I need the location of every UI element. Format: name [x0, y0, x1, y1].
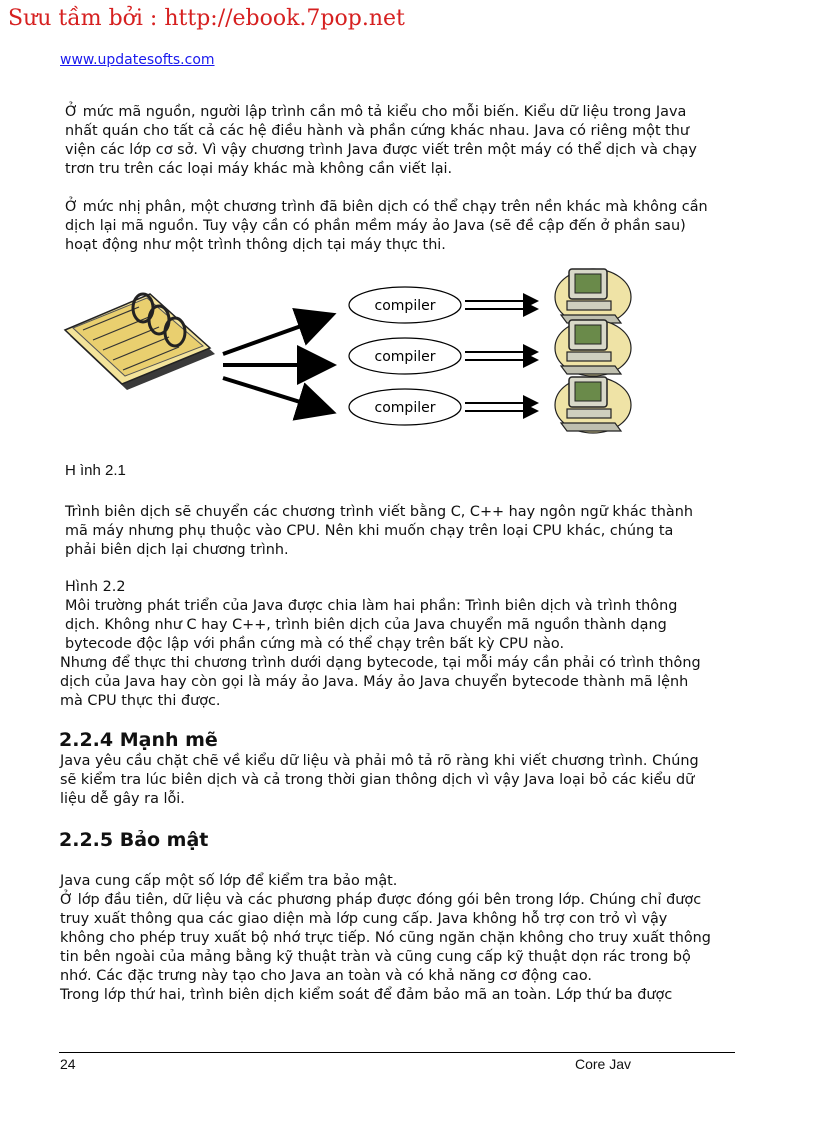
text-line: phải biên dịch lại chương trình. [65, 542, 289, 558]
text-line: mã máy nhưng phụ thuộc vào CPU. Nên khi muốn chạy trên loại CPU khác, chúng ta [65, 523, 674, 539]
page-number: 24 [60, 1056, 76, 1072]
section-heading-robust: 2.2.4 Mạnh mẽ [59, 729, 218, 751]
text-line: Nhưng để thực thi chương trình dưới dạng bytecode, tại mỗi máy cần phải có trình thông [60, 655, 701, 671]
arrow-to-computer-3 [465, 403, 537, 411]
compiler-node-2 [349, 338, 461, 374]
intro-paragraph-1 [65, 103, 697, 179]
text-line: trơn tru trên các loại máy khác mà không cần viết lại. [65, 161, 453, 177]
text-line: truy xuất thông qua các giao diện mà lớp cung cấp. Java không hỗ trợ con trỏ vì vậy [60, 911, 668, 927]
arrow-to-computer-1 [465, 301, 537, 309]
text-line: liệu dễ gây ra lỗi. [60, 791, 185, 807]
text-line: dịch. Không như C hay C++, trình biên dịch của Java chuyển mã nguồn thành dạng [65, 617, 667, 633]
source-banner: Sưu tầm bởi : http://ebook.7pop.net [8, 6, 405, 31]
figure-caption-2-2: Hình 2.2 [65, 579, 126, 595]
text-line: Trong lớp thứ hai, trình biên dịch kiểm soát để đảm bảo mã an toàn. Lớp thứ ba được [60, 987, 673, 1003]
text-line: nhất quán cho tất cả các hệ điều hành và phần cứng khác nhau. Java có riêng một thư [65, 123, 690, 139]
computer-icon [555, 377, 631, 433]
figure-caption-2-1: H ình 2.1 [65, 462, 126, 479]
website-link[interactable]: www.updatesofts.com [60, 52, 215, 68]
text-line: Môi trường phát triển của Java được chia làm hai phần: Trình biên dịch và trình thông [65, 598, 678, 614]
text-line: dịch của Java hay còn gọi là máy ảo Java. Máy ảo Java chuyển bytecode thành mã lệnh [60, 674, 689, 690]
arrow-to-compiler-1 [223, 316, 329, 354]
arrow-to-computer-2 [465, 352, 537, 360]
intro-paragraph-2 [65, 198, 708, 255]
text-line: Java yêu cầu chặt chẽ về kiểu dữ liệu và phải mô tả rõ ràng khi viết chương trình. Chúng [60, 753, 699, 769]
source-code-book-icon [65, 294, 215, 390]
text-line: mà CPU thực thi được. [60, 693, 221, 709]
compiler-node-3 [349, 389, 461, 425]
text-line: hoạt động như một trình thông dịch tại máy thực thi. [65, 237, 446, 253]
computer-icon [555, 320, 631, 376]
text-line: tin bên ngoài của mảng bằng kỹ thuật tràn và cũng cung cấp kỹ thuật dọn rác trong bộ [60, 949, 691, 965]
compiler-label: compiler [374, 349, 436, 365]
arrow-to-compiler-3 [223, 378, 329, 411]
compile-paragraph [65, 503, 693, 560]
text-line: Trình biên dịch sẽ chuyển các chương trình viết bằng C, C++ hay ngôn ngữ khác thành [65, 504, 693, 520]
text-line: bytecode độc lập với phần cứng mà có thể chạy trên bất kỳ CPU nào. [65, 636, 565, 652]
footer-divider [59, 1052, 735, 1053]
text-line: Ở lớp đầu tiên, dữ liệu và các phương pháp được đóng gói bên trong lớp. Chúng chỉ được [60, 892, 702, 908]
text-line: sẽ kiểm tra lúc biên dịch và cả trong thời gian thông dịch vì vậy Java loại bỏ các kiểu dữ [60, 772, 695, 788]
text-line: dịch lại mã nguồn. Tuy vậy cần có phần mềm máy ảo Java (sẽ đề cập đến ở phần sau) [65, 218, 686, 234]
text-line: nhớ. Các đặc trưng này tạo cho Java an toàn và có khả năng cơ động cao. [60, 968, 592, 984]
text-line: Ở mức nhị phân, một chương trình đã biên dịch có thể chạy trên nền khác mà không cần [65, 199, 708, 215]
robust-paragraph [60, 752, 699, 809]
jvm-paragraph [65, 597, 677, 654]
compiler-node-1 [349, 287, 461, 323]
text-line: không cho phép truy xuất bộ nhớ trực tiếp. Nó cũng ngăn chặn không cho truy xuất thông [60, 930, 711, 946]
jvm-paragraph-2 [60, 654, 701, 711]
book-title: Core Jav [575, 1056, 632, 1072]
compiler-label: compiler [374, 400, 436, 416]
computer-icon [555, 269, 631, 325]
compilation-diagram [55, 258, 655, 453]
compiler-label: compiler [374, 298, 436, 314]
text-line: Ở mức mã nguồn, người lập trình cần mô tả kiểu cho mỗi biến. Kiểu dữ liệu trong Java [65, 104, 687, 120]
text-line: Java cung cấp một số lớp để kiểm tra bảo mật. [60, 873, 398, 889]
text-line: viện các lớp cơ sở. Vì vậy chương trình Java được viết trên một máy có thể dịch và chạy [65, 142, 697, 158]
section-heading-security: 2.2.5 Bảo mật [59, 829, 209, 851]
security-paragraph [60, 872, 711, 1005]
